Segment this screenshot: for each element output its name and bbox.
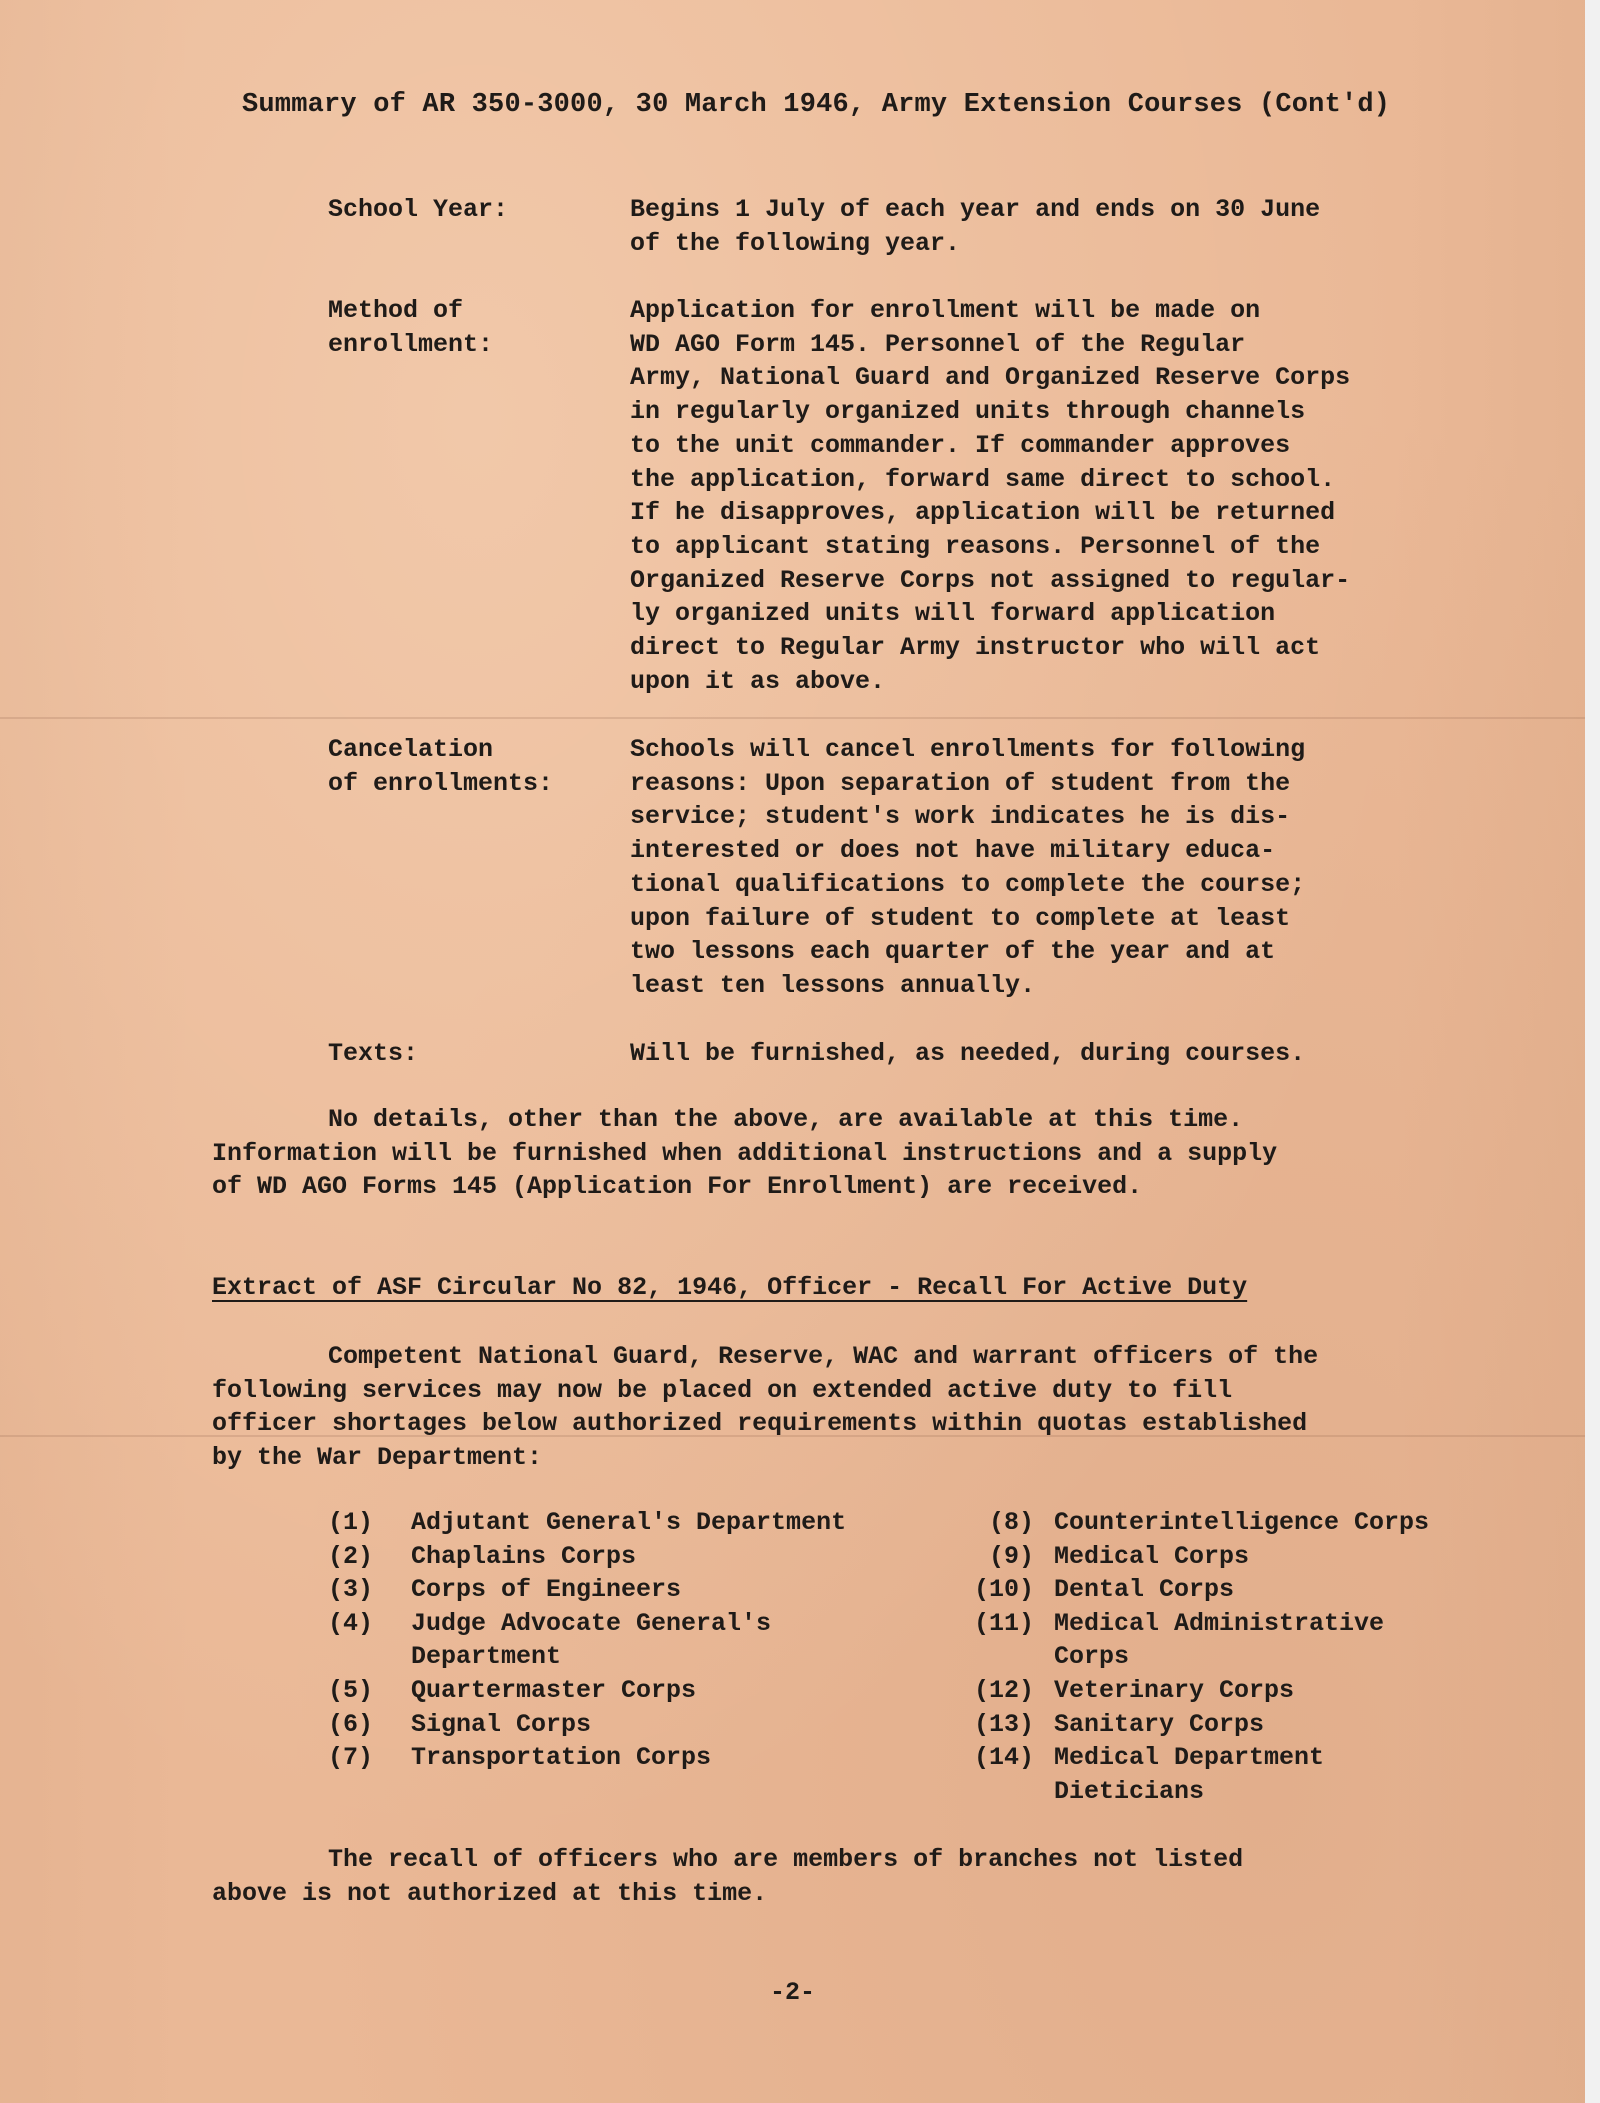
text-line: Organized Reserve Corps not assigned to regular-: [630, 565, 1351, 595]
entry-text: [630, 1037, 1450, 1071]
text-line: Schools will cancel enrollments for following: [630, 735, 1306, 764]
text-line: service; student's work indicates he is dis-: [630, 802, 1291, 832]
list-item-label: Corps of Engineers: [411, 1575, 682, 1605]
text-line: Will be furnished, as needed, during courses.: [630, 1039, 1306, 1068]
entry-label: Cancelation of enrollments:: [328, 735, 554, 798]
extract-heading: Extract of ASF Circular No 82, 1946, Officer - Recall For Active Duty: [212, 1273, 1248, 1302]
list-item-number: (10): [973, 1575, 1034, 1605]
list-item-label: Counterintelligence Corps: [1054, 1508, 1430, 1537]
list-item: [952, 1741, 1572, 1808]
text-line: in regularly organized units through channels: [630, 397, 1306, 427]
text-line: least ten lessons annually.: [630, 970, 1036, 1000]
text-line: No details, other than the above, are available at this time.: [328, 1105, 1244, 1134]
text-line: reasons: Upon separation of student from the: [630, 768, 1291, 798]
text-line: to applicant stating reasons. Personnel of the: [630, 531, 1321, 561]
text-line: If he disapproves, application will be returned: [630, 498, 1336, 528]
list-item-number: (6): [328, 1709, 374, 1739]
list-item: [952, 1506, 1572, 1540]
list-item-number: (14): [973, 1743, 1034, 1773]
list-item: [328, 1607, 928, 1674]
competent-paragraph: [212, 1340, 1482, 1474]
text-line: upon it as above.: [630, 666, 886, 696]
entry-text: [630, 193, 1450, 260]
text-line: above is not authorized at this time.: [212, 1878, 768, 1908]
list-item-label: Veterinary Corps: [1054, 1675, 1295, 1705]
document-heading: Summary of AR 350-3000, 30 March 1946, Army Extension Courses (Cont'd): [242, 90, 1391, 120]
entry-text: [630, 733, 1450, 1003]
list-item-label: Chaplains Corps: [411, 1541, 637, 1571]
details-paragraph: [212, 1103, 1482, 1204]
list-item-number: (5): [328, 1675, 374, 1705]
list-item: [952, 1607, 1572, 1674]
list-item: [952, 1674, 1572, 1708]
text-line: Application for enrollment will be made on: [630, 296, 1261, 325]
text-line: of WD AGO Forms 145 (Application For Enrollment) are received.: [212, 1172, 1143, 1201]
text-line: Competent National Guard, Reserve, WAC and warrant officers of the: [328, 1342, 1319, 1371]
list-item-number: (13): [973, 1709, 1034, 1739]
list-item-label: Transportation Corps: [411, 1743, 712, 1773]
list-item: [328, 1573, 928, 1607]
text-line: The recall of officers who are members of branches not listed: [328, 1845, 1244, 1874]
text-line: ly organized units will forward application: [630, 599, 1276, 629]
text-line: upon failure of student to complete at least: [630, 903, 1291, 933]
text-line: two lessons each quarter of the year and at: [630, 937, 1276, 967]
text-line: tional qualifications to complete the course;: [630, 869, 1306, 899]
list-item: [328, 1540, 928, 1574]
list-item: [952, 1573, 1572, 1607]
list-item-number: (8): [988, 1508, 1034, 1537]
text-line: by the War Department:: [212, 1442, 543, 1472]
list-item: [328, 1506, 928, 1540]
list-item-number: (2): [328, 1541, 374, 1571]
list-item-number: (7): [328, 1743, 374, 1773]
list-item: [328, 1741, 928, 1775]
paper-fold-line: [0, 717, 1585, 719]
text-line: the application, forward same direct to school.: [630, 464, 1336, 494]
corps-list-left: [328, 1506, 928, 1775]
text-line: Army, National Guard and Organized Reserve Corps: [630, 363, 1351, 393]
list-item-label: Medical Department Dieticians: [1054, 1743, 1325, 1806]
text-line: of the following year.: [630, 228, 961, 258]
list-item-number: (11): [973, 1608, 1034, 1638]
page-number: -2-: [769, 1978, 815, 2007]
list-item-number: (3): [328, 1575, 374, 1605]
list-item-label: Adjutant General's Department: [411, 1508, 847, 1537]
text-line: officer shortages below authorized requirements within quotas established: [212, 1409, 1308, 1438]
list-item-label: Dental Corps: [1054, 1575, 1235, 1605]
list-item-number: (12): [973, 1675, 1034, 1705]
list-item-label: Signal Corps: [411, 1709, 592, 1739]
text-line: following services may now be placed on extended active duty to fill: [212, 1375, 1233, 1405]
text-line: direct to Regular Army instructor who will act: [630, 633, 1321, 663]
list-item-number: (1): [328, 1508, 374, 1537]
text-line: Information will be furnished when additional instructions and a supply: [212, 1138, 1278, 1168]
corps-list-right: [952, 1506, 1572, 1808]
list-item-number: (9): [988, 1541, 1034, 1571]
list-item-label: Medical Corps: [1054, 1541, 1250, 1571]
list-item: [952, 1540, 1572, 1574]
entry-label: Texts:: [328, 1039, 419, 1068]
list-item-label: Quartermaster Corps: [411, 1675, 697, 1705]
text-line: WD AGO Form 145. Personnel of the Regular: [630, 329, 1246, 359]
list-item: [328, 1674, 928, 1708]
entry-label: Method of enrollment:: [328, 296, 494, 359]
entry-text: [630, 294, 1450, 698]
text-line: Begins 1 July of each year and ends on 30 June: [630, 195, 1321, 224]
list-item-label: Medical Administrative Corps: [1054, 1608, 1385, 1672]
list-item-label: Judge Advocate General's Department: [411, 1608, 772, 1672]
text-line: to the unit commander. If commander approves: [630, 430, 1291, 460]
list-item: [952, 1708, 1572, 1742]
list-item-number: (4): [328, 1608, 374, 1638]
recall-paragraph: [212, 1843, 1482, 1910]
list-item: [328, 1708, 928, 1742]
entry-label: School Year:: [328, 195, 509, 224]
list-item-label: Sanitary Corps: [1054, 1709, 1265, 1739]
text-line: interested or does not have military educa-: [630, 836, 1276, 866]
